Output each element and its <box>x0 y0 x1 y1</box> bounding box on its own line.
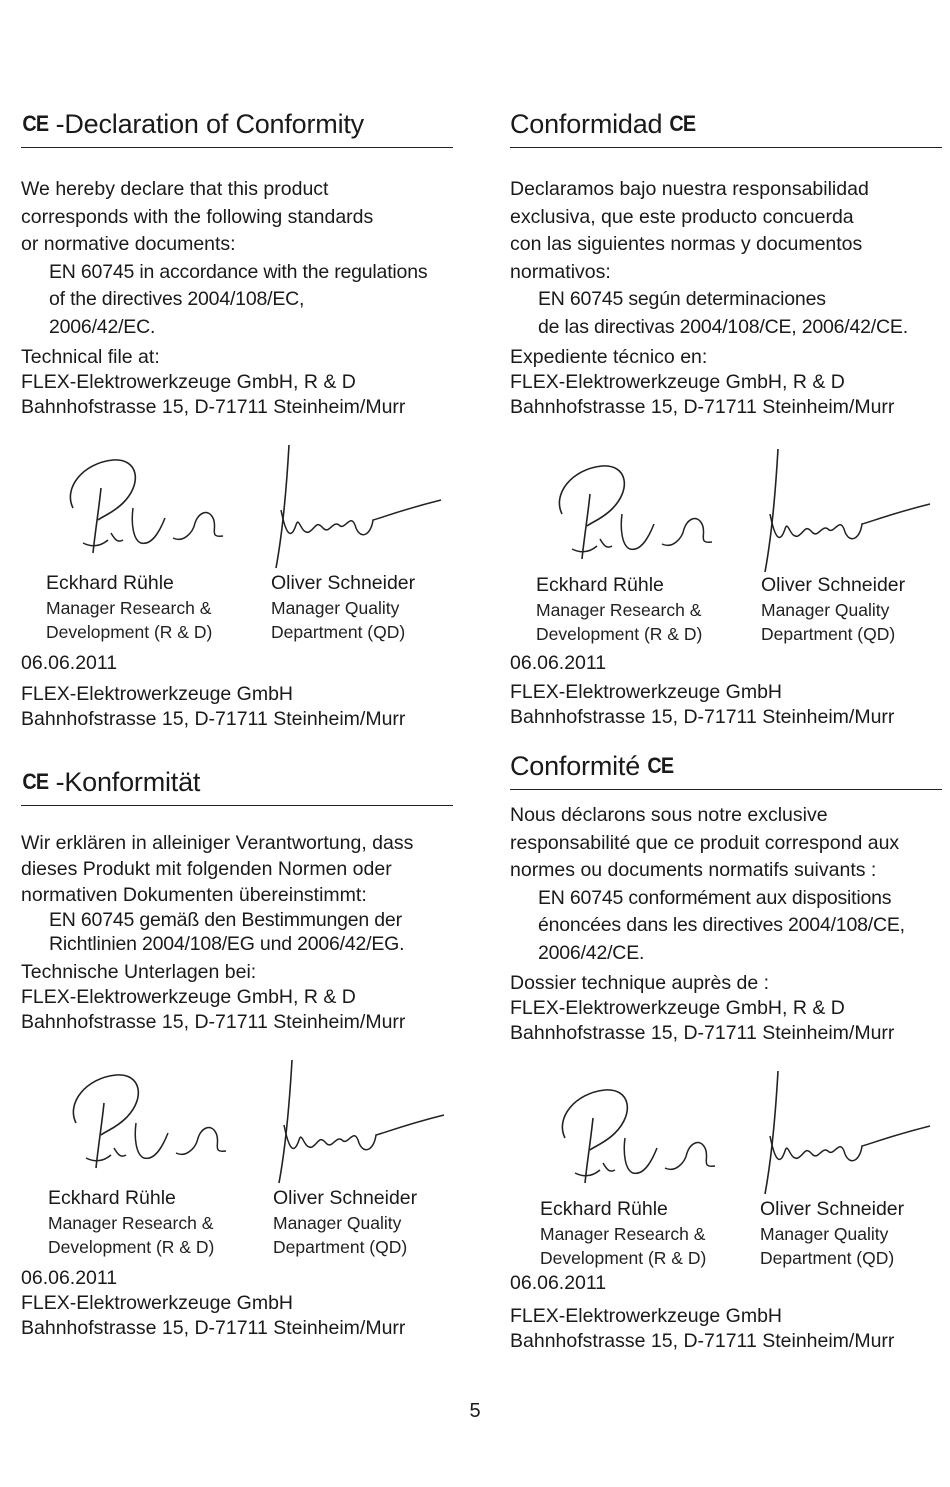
signature-schneider <box>264 1055 464 1185</box>
intro-line: corresponds with the following standards <box>21 205 374 228</box>
company-rd: FLEX-Elektrowerkzeuge GmbH, R & D <box>21 371 356 393</box>
company-rd: FLEX-Elektrowerkzeuge GmbH, R & D <box>21 986 356 1008</box>
intro-line: Declaramos bajo nuestra responsabilidad <box>510 178 869 200</box>
signatories <box>510 1196 942 1270</box>
intro-line: con las siguientes normas y documentos <box>510 233 863 255</box>
standard-line: EN 60745 conformément aux dispositions <box>538 886 892 909</box>
company: FLEX-Elektrowerkzeuge GmbH <box>21 683 294 705</box>
signatory-ruehle: Eckhard Rühle Manager Research & Development (R & D) <box>48 1187 215 1257</box>
date: 06.06.2011 <box>510 1272 607 1294</box>
intro-line: normativos: <box>510 260 611 283</box>
signature-schneider <box>750 444 950 574</box>
intro-line: responsabilité que ce produit correspond aux <box>510 831 900 854</box>
address: Bahnhofstrasse 15, D-71711 Steinheim/Murr <box>510 706 895 728</box>
signature-ruehle <box>532 454 732 564</box>
intro-line: normes ou documents normatifs suivants : <box>510 859 877 881</box>
intro-line: We hereby declare that this product <box>21 178 329 200</box>
ce-mark-icon: CE <box>647 753 674 778</box>
signatures <box>21 1055 453 1185</box>
date: 06.06.2011 <box>21 652 118 674</box>
address: Bahnhofstrasse 15, D-71711 Steinheim/Murr <box>21 1011 406 1033</box>
section-german <box>21 766 453 1341</box>
standard-line: of the directives 2004/108/EC, <box>49 288 305 310</box>
ce-mark-icon: CE <box>22 111 49 136</box>
standard-line: EN 60745 según determinaciones <box>538 288 826 310</box>
intro-line: dieses Produkt mit folgenden Normen oder <box>21 858 392 880</box>
standard-line: Richtlinien 2004/108/EG und 2006/42/EG. <box>49 933 405 955</box>
signatory-schneider: Oliver Schneider Manager Quality Department (QD) <box>760 1198 905 1268</box>
tech-file-label: Technical file at: <box>21 346 160 368</box>
address: Bahnhofstrasse 15, D-71711 Steinheim/Murr <box>510 1022 895 1044</box>
section-title: CE -Declaration of Conformity <box>22 109 364 139</box>
signature-ruehle <box>46 1063 246 1173</box>
section-title: Conformité CE <box>510 751 674 781</box>
ce-mark-icon: CE <box>22 769 49 794</box>
section-english <box>21 108 453 732</box>
signatory-schneider: Oliver Schneider Manager Quality Department (QD) <box>271 572 416 642</box>
ce-mark-icon: CE <box>669 111 696 136</box>
address: Bahnhofstrasse 15, D-71711 Steinheim/Murr <box>510 1330 895 1352</box>
standard-line: 2006/42/EC. <box>49 315 156 338</box>
signatory-ruehle: Eckhard Rühle Manager Research & Development (R & D) <box>540 1198 707 1268</box>
section-title: CE -Konformität <box>22 767 201 797</box>
signatory-ruehle: Eckhard Rühle Manager Research & Development (R & D) <box>46 572 213 642</box>
intro-line: Wir erklären in alleiniger Verantwortung, dass <box>21 832 414 854</box>
date: 06.06.2011 <box>510 652 607 674</box>
section-french <box>510 750 942 1354</box>
address: Bahnhofstrasse 15, D-71711 Steinheim/Murr <box>510 396 895 418</box>
company: FLEX-Elektrowerkzeuge GmbH <box>510 681 783 703</box>
intro-line: exclusiva, que este producto concuerda <box>510 205 854 228</box>
signatory-schneider: Oliver Schneider Manager Quality Department (QD) <box>273 1187 418 1257</box>
tech-file-label: Technische Unterlagen bei: <box>21 961 257 983</box>
standard-line: 2006/42/CE. <box>538 941 645 964</box>
intro-line: Nous déclarons sous notre exclusive <box>510 804 828 826</box>
signature-ruehle <box>43 448 243 558</box>
tech-file-label: Dossier technique auprès de : <box>510 972 770 994</box>
signatories <box>510 572 942 650</box>
signature-schneider <box>750 1066 950 1196</box>
address: Bahnhofstrasse 15, D-71711 Steinheim/Murr <box>21 396 406 418</box>
page-number: 5 <box>469 1400 481 1422</box>
address: Bahnhofstrasse 15, D-71711 Steinheim/Murr <box>21 708 406 730</box>
company-rd: FLEX-Elektrowerkzeuge GmbH, R & D <box>510 997 845 1019</box>
standard-line: de las directivas 2004/108/CE, 2006/42/CE. <box>538 315 908 338</box>
signatures <box>21 440 453 570</box>
signatory-schneider: Oliver Schneider Manager Quality Department (QD) <box>761 574 906 644</box>
standard-line: EN 60745 gemäß den Bestimmungen der <box>49 909 402 931</box>
section-spanish <box>510 108 942 730</box>
standard-line: énoncées dans les directives 2004/108/CE, <box>538 914 905 936</box>
standard-line: EN 60745 in accordance with the regulations <box>49 260 428 283</box>
section-title: Conformidad CE <box>510 109 696 139</box>
tech-file-label: Expediente técnico en: <box>510 346 708 368</box>
signatures <box>510 442 942 572</box>
signatories <box>21 570 453 650</box>
signature-schneider <box>261 440 461 570</box>
intro-line: normativen Dokumenten übereinstimmt: <box>21 884 367 906</box>
intro-line: or normative documents: <box>21 233 236 255</box>
date: 06.06.2011 <box>21 1267 118 1289</box>
company-rd: FLEX-Elektrowerkzeuge GmbH, R & D <box>510 371 845 393</box>
signatories <box>21 1185 453 1265</box>
company: FLEX-Elektrowerkzeuge GmbH <box>510 1305 783 1327</box>
signature-ruehle <box>535 1078 735 1188</box>
signatory-ruehle: Eckhard Rühle Manager Research & Development (R & D) <box>536 574 703 644</box>
signatures <box>510 1066 942 1196</box>
company: FLEX-Elektrowerkzeuge GmbH <box>21 1292 294 1314</box>
address: Bahnhofstrasse 15, D-71711 Steinheim/Murr <box>21 1317 406 1339</box>
